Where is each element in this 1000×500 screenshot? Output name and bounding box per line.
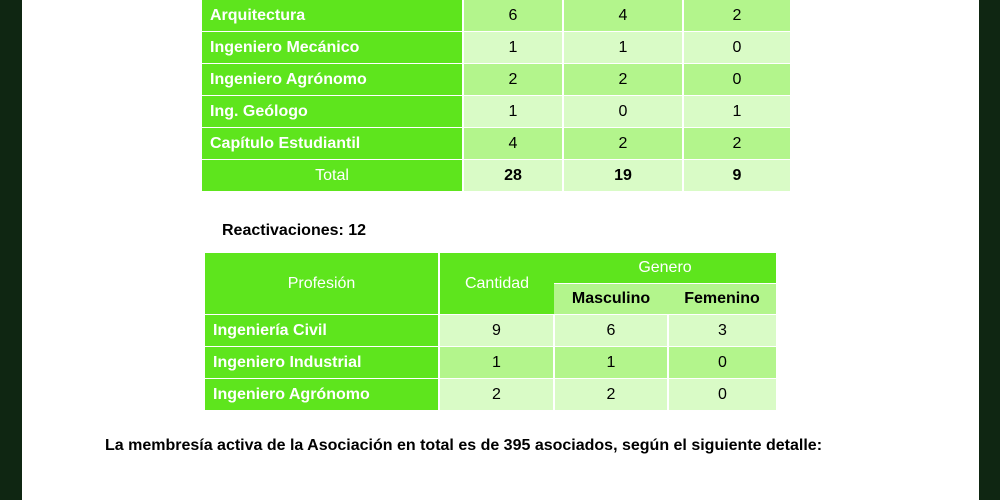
male-cell: 0 (563, 96, 683, 128)
quantity-cell: 6 (463, 0, 563, 32)
profession-header: Profesión (205, 253, 439, 315)
table-row (205, 347, 776, 379)
table-row (202, 0, 790, 32)
female-cell: 0 (683, 32, 790, 64)
quantity-header: Cantidad (439, 253, 554, 315)
profession-label: Ingeniero Agrónomo (202, 64, 463, 96)
male-cell: 2 (563, 128, 683, 160)
quantity-cell: 4 (463, 128, 563, 160)
female-cell: 0 (683, 64, 790, 96)
profession-label: Capítulo Estudiantil (202, 128, 463, 160)
female-cell: 2 (683, 128, 790, 160)
female-cell: 2 (683, 0, 790, 32)
total-female: 9 (683, 160, 790, 192)
quantity-cell: 1 (463, 96, 563, 128)
quantity-cell: 9 (439, 315, 554, 347)
total-quantity: 28 (463, 160, 563, 192)
total-label: Total (202, 160, 463, 192)
female-cell: 1 (683, 96, 790, 128)
quantity-cell: 1 (439, 347, 554, 379)
table-row (202, 96, 790, 128)
table-row (202, 128, 790, 160)
profession-label: Ingeniero Industrial (205, 347, 439, 379)
reactivations-heading: Reactivaciones: 12 (222, 222, 367, 239)
male-cell: 2 (554, 379, 668, 411)
incorporations-table (202, 0, 790, 192)
table-row (202, 64, 790, 96)
male-cell: 2 (563, 64, 683, 96)
table-row (202, 32, 790, 64)
document-page (22, 0, 979, 500)
male-header: Masculino (554, 284, 668, 315)
reactivations-table (205, 253, 776, 411)
female-cell: 3 (668, 315, 776, 347)
table-row (205, 379, 776, 411)
male-cell: 4 (563, 0, 683, 32)
profession-label: Ingeniero Mecánico (202, 32, 463, 64)
female-cell: 0 (668, 347, 776, 379)
female-cell: 0 (668, 379, 776, 411)
quantity-cell: 2 (463, 64, 563, 96)
total-row (202, 160, 790, 192)
profession-label: Arquitectura (202, 0, 463, 32)
gender-header: Genero (554, 253, 776, 284)
table-row (205, 315, 776, 347)
total-male: 19 (563, 160, 683, 192)
profession-label: Ingeniería Civil (205, 315, 439, 347)
female-header: Femenino (668, 284, 776, 315)
male-cell: 1 (563, 32, 683, 64)
quantity-cell: 2 (439, 379, 554, 411)
profession-label: Ingeniero Agrónomo (205, 379, 439, 411)
header-row (205, 253, 776, 284)
membership-paragraph: La membresía activa de la Asociación en total es de 395 asociados, según el siguiente detalle: (105, 437, 823, 454)
male-cell: 6 (554, 315, 668, 347)
quantity-cell: 1 (463, 32, 563, 64)
profession-label: Ing. Geólogo (202, 96, 463, 128)
male-cell: 1 (554, 347, 668, 379)
